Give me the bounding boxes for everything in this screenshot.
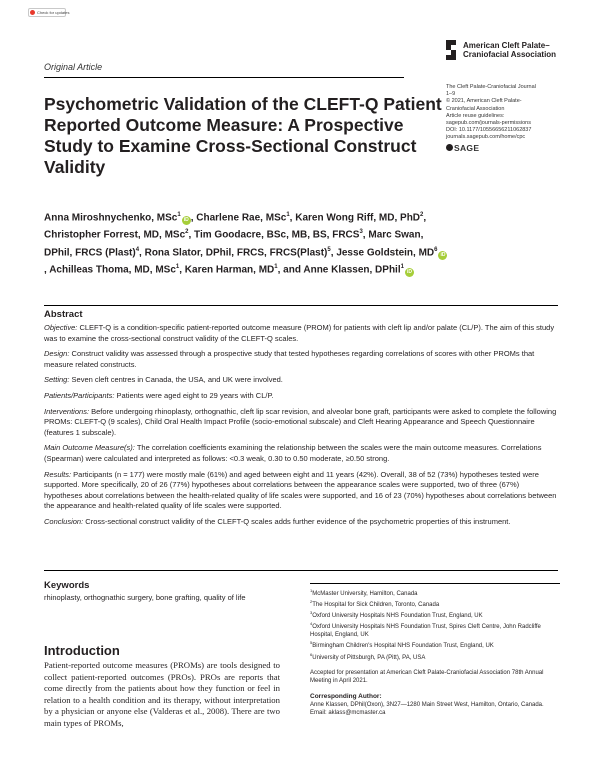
affiliation-marker: 1 [310,588,313,593]
abstract-section-label: Design: [44,349,70,359]
affiliation-text: The Hospital for Sick Children, Toronto, Canada [312,602,440,609]
author-affiliation-marker: 1 [400,263,404,270]
affiliation-item [310,598,560,609]
journal-meta [446,84,566,153]
permissions-link[interactable]: sagepub.com/journals-permissions [446,120,531,127]
abstract-body [44,323,558,533]
abstract-section-text: Participants (n = 177) were mostly male (61%) and aged between eight and 11 years (42%). Overall, 38 of 52 (73%) hypotheses tested were supported. More specifically, 20 of 26 (77%) hypotheses about correlations between the appearance scales were supported, two of three (67%) hypotheses about correlations between the health-related quality of life scales were supported, and 16 of 23 (70%) hypotheses about correlations between the appearance and health-related quality of life scales were supported. [44,469,557,511]
abstract-section-text: CLEFT-Q is a condition-specific patient-reported outcome measure (PROM) for patients with cleft lip and/or palate (CL/P). The aim of this study was to examine the cross-sectional construct validity of the CLEFT-Q scales. [44,323,555,343]
abstract-section [44,349,558,370]
abstract-section [44,517,558,528]
corresponding-email[interactable]: Email: aklass@mcmaster.ca [310,710,386,717]
abstract-section-text: The correlation coefficients examining the relationship between the scales were the main outcome measures. Correlations (Spearman) were calculated and interpreted as follows: <0.3 weak, 0.30 to 0.50 moderate, ≥0.50 strong. [44,443,542,463]
author-list [44,208,448,277]
keywords-heading: Keywords [44,580,90,591]
abstract-section-label: Interventions: [44,406,90,416]
sage-logo-text: SAGE [454,142,480,153]
article-type: Original Article [44,62,103,72]
author-affiliation-marker: 1 [175,263,180,270]
author-name: Rona Slator, DPhil, FRCS, FRCS(Plast) [144,246,328,258]
author-separator: , [289,212,296,224]
author-affiliation-marker: 3 [359,229,363,236]
author-affiliation-marker: 4 [135,246,140,253]
affiliation-item [310,620,560,639]
abstract-section [44,375,558,386]
author-name: Charlene Rae, MSc [196,212,287,224]
affiliation-marker: 3 [310,610,313,616]
corresponding-address: Anne Klassen, DPhil(Oxon), 3N27—1280 Main Street West, Hamilton, Ontario, Canada. [310,701,544,708]
accepted-note: Accepted for presentation at American Cleft Palate-Craniofacial Association 78th Annual Meeting in April 2021. [310,669,544,684]
abstract-section-text: Construct validity was assessed through a prospective study that tested hypotheses regarding correlations of scores with other PROMs that measure related constructs. [44,349,535,369]
author-separator: , [44,264,50,276]
affiliation-text: Oxford University Hospitals NHS Foundation Trust, England, UK [312,613,483,620]
author-separator: , [330,246,337,258]
author-affiliation-marker: 5 [327,246,331,253]
abstract-section-label: Results: [44,469,72,479]
abstract-section [44,407,558,439]
publisher-logo [444,33,579,67]
copyright-line-2: Craniofacial Association [446,105,505,112]
author-name: Achilleas Thoma, MD, MSc [49,264,176,276]
journal-name: The Cleft Palate-Craniofacial Journal [446,84,536,90]
author-affiliation-marker: 1 [274,263,278,270]
abstract-section [44,391,558,402]
abstract-section [44,323,558,344]
author-name: Karen Harman, MD [184,264,275,276]
introduction-heading: Introduction [44,643,120,658]
affiliation-marker: 6 [310,651,313,657]
crossmark-icon [30,10,35,15]
abstract-section-label: Setting: [44,375,70,385]
logo-line-2: Craniofacial Association [463,50,557,59]
corresponding-heading: Corresponding Author: [310,692,382,700]
author-separator: , [423,212,427,224]
abstract-section-text: Seven cleft centres in Canada, the USA, and UK were involved. [69,375,283,385]
abstract-section [44,443,558,464]
affiliation-item [310,587,560,598]
author-separator: , and [277,264,304,276]
abstract-section-label: Conclusion: [44,516,84,526]
abstract-section-text: Cross-sectional construct validity of the CLEFT-Q scales adds further evidence of the psychometric properties of this instrument. [83,516,511,526]
sage-logo [446,143,566,153]
author-name: Christopher Forrest, MD, MSc [44,229,186,241]
orcid-icon[interactable]: iD [440,251,446,258]
abstract-top-rule [44,305,558,306]
check-for-updates-label: Check for updates [37,10,70,15]
acpa-logo-icon [444,38,458,62]
affiliation-list [310,587,560,662]
author-name: Karen Wong Riff, MD, PhD [295,212,421,224]
author-separator: , [179,264,185,276]
author-affiliation-marker: 1 [286,212,290,218]
author-separator: , [362,229,369,241]
affiliation-text: Oxford University Hospitals NHS Foundation Trust, Spires Cleft Centre, John Radcliffe Hospital, England, UK [310,624,541,639]
orcid-icon[interactable]: iD [406,269,412,276]
author-name: Anne Klassen, DPhil [303,264,401,276]
affiliation-item [310,609,560,620]
abstract-heading: Abstract [44,309,83,320]
doi-link[interactable]: DOI: 10.1177/10556656211062837 [446,127,532,134]
article-title: Psychometric Validation of the CLEFT-Q Patient Reported Outcome Measure: A Prospective Study to Examine Cross-Sectional Construct Validity [44,94,442,177]
page-range: 1–9 [446,91,456,98]
keywords-list: rhinoplasty, orthognathic surgery, bone grafting, quality of life [44,593,246,602]
abstract-section-label: Objective: [44,323,78,332]
author-affiliation-marker: 1 [177,212,181,218]
logo-line-1: American Cleft Palate– [463,41,550,50]
affiliation-item [310,651,560,662]
introduction-text: Patient-reported outcome measures (PROMs) are tools designed to collect patient-reported outcomes (PROs). PROs are reports that come directly from the patients about how they function or feel in relation to a health condition and its therapy, without interpretation by a physician or anyone else (Valderas et al., 2008). There are two main types of PROMs, [44,660,280,728]
author-name: Jesse Goldstein, MD [336,246,435,258]
abstract-bottom-rule [44,570,558,571]
abstract-section-text: Before undergoing rhinoplasty, orthognathic, cleft lip scar revision, and alveolar bone graft, participants were asked to complete the following PROMs: CLEFT-Q (9 scales), Child Oral Health Impact Profile (socio-emotional subscale) and Cleft Hearing Appearance and Speech Questionnaire (features 1 subscale). [44,406,557,437]
orcid-icon[interactable]: iD [183,217,189,224]
abstract-section-label: Main Outcome Measure(s): [44,443,135,453]
affiliation-text: McMaster University, Hamilton, Canada [312,591,418,597]
affiliation-text: Birmingham Children's Hospital NHS Foundation Trust, England, UK [312,643,494,650]
author-affiliation-marker: 6 [434,246,438,253]
affiliation-item [310,639,560,650]
affiliation-text: University of Pittsburgh, PA (Pitt), PA, USA [312,654,426,661]
copyright-line-1: © 2021, American Cleft Palate- [446,98,522,105]
header-rule [44,77,404,78]
author-separator: , [190,212,197,224]
check-for-updates-badge[interactable] [28,8,70,17]
affiliations-rule [310,583,560,584]
author-affiliation-marker: 2 [185,229,189,236]
abstract-section-text: Patients were aged eight to 29 years with CL/P. [114,390,274,400]
affiliation-marker: 2 [310,599,313,605]
sage-logo-icon [446,144,453,151]
author-name: Marc Swan, DPhil, FRCS (Plast) [44,229,424,258]
author-separator: , [188,229,195,241]
author-separator: , [139,246,145,258]
author-affiliation-marker: 2 [420,212,424,218]
author-name: Tim Goodacre, BSc, MB, BS, FRCS [194,229,360,241]
affiliation-marker: 5 [310,640,313,646]
abstract-section-label: Patients/Participants: [44,390,115,400]
affiliation-marker: 4 [310,621,313,627]
reuse-label: Article reuse guidelines: [446,112,505,119]
affiliations-block [310,583,560,717]
journal-home-link[interactable]: journals.sagepub.com/home/cpc [446,134,526,141]
author-name: Anna Miroshnychenko, MSc [44,212,178,224]
abstract-section [44,470,558,512]
